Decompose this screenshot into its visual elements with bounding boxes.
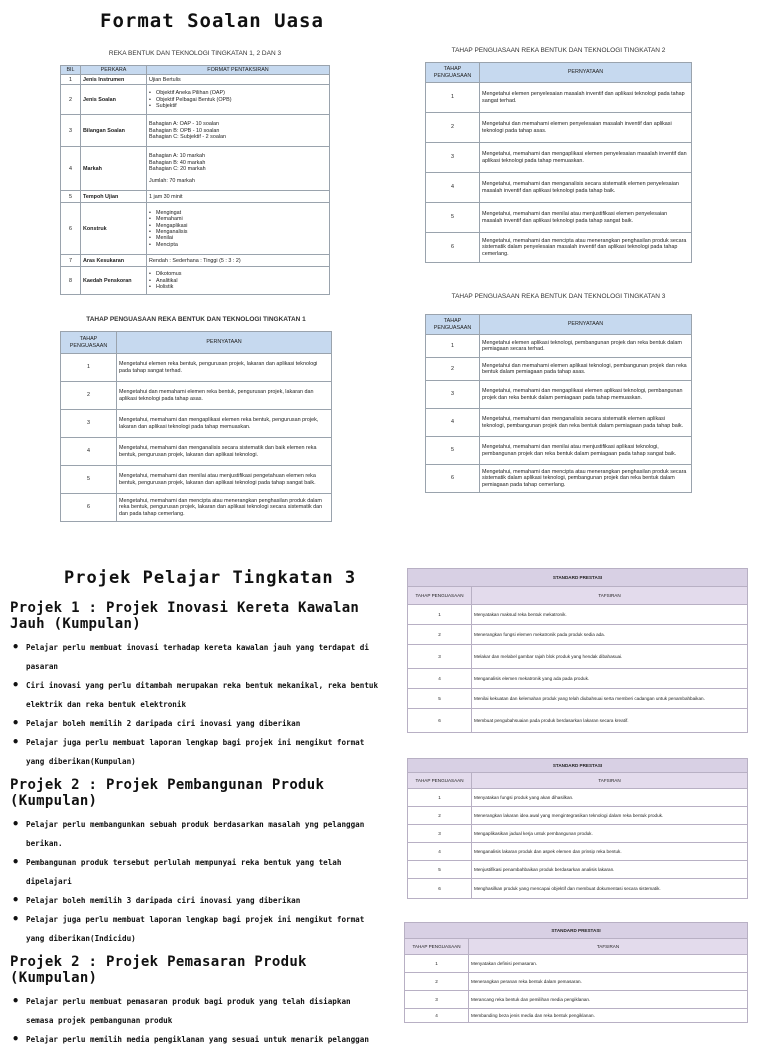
level-cell: 4 — [408, 843, 472, 861]
header-tahap: TAHAP PENGUASAAN — [405, 939, 469, 955]
tp3-block — [425, 293, 692, 493]
table-row — [426, 381, 692, 409]
list-item: • Subjektif — [149, 103, 327, 109]
format-line: Bahagian B: 40 markah — [149, 159, 206, 166]
project-2-heading: Projek 2 : Projek Pembangunan Produk (Kumpulan) — [10, 777, 325, 809]
project-3-bullets — [10, 992, 382, 1049]
level-cell: 2 — [426, 358, 480, 381]
level-cell: 1 — [405, 955, 469, 973]
level-cell: 3 — [408, 645, 472, 669]
table-row — [61, 466, 332, 494]
sp1-table — [407, 568, 748, 733]
sp1-title: STANDARD PRESTASI — [408, 569, 748, 587]
row-perkara: Bilangan Soalan — [81, 115, 147, 147]
table-row — [61, 115, 330, 147]
table-row — [408, 689, 748, 709]
sp2-table — [407, 758, 748, 899]
statement-cell: Mengetahui, memahami dan mencipta atau menerangkan penghasilan produk dalam reka bentuk, pengurusan projek, lakaran dan aplikasi teknologi secara sistematik dan dan pada tahap cemerlang. — [117, 494, 332, 522]
row-bil: 2 — [61, 85, 81, 115]
row-perkara: Kaedah Penskoran — [81, 267, 147, 295]
sp3-title: STANDARD PRESTASI — [405, 923, 748, 939]
statement-cell: Membanding beza jenis media dan reka bentuk pengiklanan. — [469, 1009, 748, 1023]
statement-cell: Mengetahui dan memahami elemen penyelesaian masalah inventif dan aplikasi teknologi pada tahap asas. — [480, 113, 692, 143]
level-cell: 3 — [426, 143, 480, 173]
projek-list — [10, 600, 382, 1049]
table-row — [408, 825, 748, 843]
statement-cell: Mengetahui, memahami dan menganalisis secara sistematik elemen aplikasi teknologi, pembangunan projek dan reka bentuk dalam pemiagaan pada tahap baik. — [480, 409, 692, 437]
tp3-caption: TAHAP PENGUASAAN REKA BENTUK DAN TEKNOLOGI TINGKATAN 3 — [451, 293, 666, 300]
statement-cell: Menyatakan maksud reka bentuk mekatronik. — [472, 605, 748, 625]
table-row — [426, 173, 692, 203]
table-row — [405, 955, 748, 973]
table-row — [61, 147, 330, 191]
list-item: • Pelajar juga perlu membuat laporan lengkap bagi projek ini mengikut format yang diberikan(Indicidu) — [10, 910, 382, 948]
table-row — [426, 358, 692, 381]
statement-cell: Mengetahui, memahami dan menilai atau menjustifikasi elemen penyelesaian masalah inventif dan aplikasi teknologi pada tahap sangat baik. — [480, 203, 692, 233]
table-row — [408, 861, 748, 879]
level-cell: 6 — [426, 465, 480, 493]
project-3-heading: Projek 2 : Projek Pemasaran Produk (Kumpulan) — [10, 954, 307, 986]
level-cell: 5 — [408, 861, 472, 879]
table-row — [408, 669, 748, 689]
level-cell: 3 — [405, 991, 469, 1009]
list-item: • Pelajar perlu membuat inovasi terhadap kereta kawalan jauh yang terdapat di pasaran — [10, 638, 382, 676]
level-cell: 5 — [61, 466, 117, 494]
level-cell: 4 — [61, 438, 117, 466]
table-row — [405, 991, 748, 1009]
statement-cell: Mengetahui elemen aplikasi teknologi, pembangunan projek dan reka bentuk dalam pemiagaan secara terhad. — [480, 335, 692, 358]
table-row — [426, 113, 692, 143]
statement-cell: Menyatakan fungsi produk yang akan dihasilkan. — [472, 789, 748, 807]
table-row — [61, 438, 332, 466]
format-table — [60, 65, 330, 295]
statement-cell: Melakar dan melabel gambar rajah blok produk yang hendak dibahasuai. — [472, 645, 748, 669]
row-perkara: Tempoh Ujian — [81, 191, 147, 203]
sp3-block — [404, 922, 748, 1023]
format-line: Bahagian A: OAP - 10 soalan — [149, 121, 220, 128]
row-format — [147, 85, 330, 115]
row-bil: 7 — [61, 255, 81, 267]
row-format — [147, 147, 330, 191]
table-row — [426, 143, 692, 173]
level-cell: 4 — [426, 173, 480, 203]
header-format: FORMAT PENTAKSIRAN — [147, 66, 330, 75]
statement-cell: Mengetahui, memahami dan mengaplikasi elemen penyelesaian masalah inventif dan aplikasi teknologi pada tahap memuaskan. — [480, 143, 692, 173]
level-cell: 4 — [408, 669, 472, 689]
table-row — [408, 843, 748, 861]
table-row — [426, 83, 692, 113]
statement-cell: Menerangkan peranan reka bentuk dalam pemasaran. — [469, 973, 748, 991]
statement-cell: Mengetahui, memahami dan mencipta atau menerangkan penghasilan produk secara sistematik dalam aplikasi teknologi, pembangunan projek dan reka bentuk dalam pemiagaan pada tahap cemerlang. — [480, 465, 692, 493]
format-line: Bahagian B: OPB - 10 soalan — [149, 127, 220, 134]
table-row — [61, 203, 330, 255]
project-1-bullets — [10, 638, 382, 771]
list-item: • Menilai — [149, 235, 327, 241]
tp2-block — [425, 47, 692, 263]
statement-cell: Mengetahui, memahami dan mencipta atau menerangkan penghasilan produk secara sistematik dalam penyelesaian masalah inventif dan aplikasi teknologi pada tahap cemerlang. — [480, 233, 692, 263]
statement-cell: Menjustifikasi penambahbaikan produk berdasarkan analisis lakaran. — [472, 861, 748, 879]
level-cell: 1 — [408, 789, 472, 807]
statement-cell: Menilai kekuatan dan kelemahan produk yang telah diubahsuai serta memberi cadangan untuk penambahbaikan. — [472, 689, 748, 709]
list-item: • Mengingat — [149, 210, 327, 216]
statement-cell: Mengetahui dan memahami elemen aplikasi teknologi, pembangunan projek dan reka bentuk dalam pemiagaan pada tahap asas. — [480, 358, 692, 381]
list-item: • Pelajar perlu memilih media pengiklanan yang sesuai untuk menarik pelanggan — [10, 1030, 382, 1049]
statement-cell: Mengetahui, memahami dan menilai atau menjustifikasi aplikasi teknologi, pembangunan projek dan reka bentuk dalam pemiagaan pada tahap sangat baik. — [480, 437, 692, 465]
list-item: • Pelajar juga perlu membuat laporan lengkap bagi projek ini mengikut format yang diberikan(Kumpulan) — [10, 733, 382, 771]
level-cell: 2 — [405, 973, 469, 991]
list-item: • Pelajar perlu membangunkan sebuah produk berdasarkan masalah yng pelanggan berikan. — [10, 815, 382, 853]
level-cell: 1 — [426, 83, 480, 113]
list-item: • Pembangunan produk tersebut perlulah mempunyai reka bentuk yang telah dipelajari — [10, 853, 382, 891]
list-item: • Pelajar boleh memilih 3 daripada ciri inovasi yang diberikan — [10, 891, 382, 910]
format-line: Bahagian C: 20 markah — [149, 165, 206, 172]
tp3-table — [425, 314, 692, 493]
level-cell: 1 — [408, 605, 472, 625]
level-cell: 6 — [426, 233, 480, 263]
level-cell: 6 — [61, 494, 117, 522]
statement-cell: Menerangkan fungsi elemen mekatronik pada produk sedia ada. — [472, 625, 748, 645]
table-row — [61, 255, 330, 267]
project-2-bullets — [10, 815, 382, 948]
header-tafsiran: TAFSIRAN — [472, 587, 748, 605]
list-item: • Mencipta — [149, 242, 327, 248]
table-row — [61, 494, 332, 522]
format-table-caption: REKA BENTUK DAN TEKNOLOGI TINGKATAN 1, 2 DAN 3 — [108, 50, 282, 57]
table-row — [426, 465, 692, 493]
header-tafsiran: TAFSIRAN — [469, 939, 748, 955]
statement-cell: Mengetahui, memahami dan menilai atau menjustifikasi pengetahuan elemen reka bentuk, pengurusan projek, lakaran dan aplikasi teknologi pada tahap sangat baik. — [117, 466, 332, 494]
level-cell: 5 — [426, 437, 480, 465]
statement-cell: Membuat pengubahsuaian pada produk berdasarkan lakaran secara kreatif. — [472, 709, 748, 733]
row-bil: 3 — [61, 115, 81, 147]
table-row — [61, 75, 330, 85]
statement-cell: Merancang reka bentuk dan pemilihan media pengiklanan. — [469, 991, 748, 1009]
table-row — [408, 789, 748, 807]
header-pernyataan: PERNYATAAN — [480, 63, 692, 83]
table-row — [405, 973, 748, 991]
header-pernyataan: PERNYATAAN — [117, 332, 332, 354]
table-row — [408, 645, 748, 669]
table-row — [405, 1009, 748, 1023]
list-item: • Memahami — [149, 216, 327, 222]
level-cell: 3 — [61, 410, 117, 438]
table-row — [61, 267, 330, 295]
statement-cell: Mengaplikasikan jadual kerja untuk pembangunan produk. — [472, 825, 748, 843]
tp2-caption: TAHAP PENGUASAAN REKA BENTUK DAN TEKNOLOGI TINGKATAN 2 — [451, 47, 666, 54]
tp2-table — [425, 62, 692, 263]
header-tahap: TAHAP PENGUASAAN — [408, 773, 472, 789]
row-perkara: Markah — [81, 147, 147, 191]
level-cell: 2 — [61, 382, 117, 410]
statement-cell: Mengetahui, memahami dan mengaplikasi elemen reka bentuk, pengurusan projek, lakaran dan aplikasi teknologi pada tahap memuaskan. — [117, 410, 332, 438]
list-item: • Dikotomus — [149, 271, 327, 277]
tp1-table — [60, 331, 332, 522]
level-cell: 6 — [408, 709, 472, 733]
table-row — [408, 807, 748, 825]
table-row — [408, 709, 748, 733]
row-bil: 1 — [61, 75, 81, 85]
list-item: • Mengaplikasi — [149, 223, 327, 229]
statement-cell: Menganalisis lakaran produk dan aspek elemen dan prinsip reka bentuk. — [472, 843, 748, 861]
list-item: • Analitikal — [149, 278, 327, 284]
list-item: • Menganalisis — [149, 229, 327, 235]
level-cell: 5 — [426, 203, 480, 233]
format-line: Jumlah: 70 markah — [149, 178, 195, 185]
level-cell: 2 — [408, 807, 472, 825]
statement-cell: Mengetahui elemen reka bentuk, pengurusan projek, lakaran dan aplikasi teknologi pada tahap sangat terhad. — [117, 354, 332, 382]
level-cell: 2 — [408, 625, 472, 645]
row-perkara: Jenis Instrumen — [81, 75, 147, 85]
header-perkara: PERKARA — [81, 66, 147, 75]
statement-cell: Mengetahui, memahami dan mengaplikasi elemen aplikasi teknologi, pembangunan projek dan reka bentuk dalam pemiagaan pada tahap memuaskan. — [480, 381, 692, 409]
header-tafsiran: TAFSIRAN — [472, 773, 748, 789]
header-bil: BIL — [61, 66, 81, 75]
level-cell: 1 — [61, 354, 117, 382]
row-format — [147, 115, 330, 147]
list-item: • Objektif Aneka Pilihan (OAP) — [149, 90, 327, 96]
format-line: Bahagian C: Subjektif - 2 soalan — [149, 134, 227, 141]
list-item: • Objektif Pelbagai Bentuk (OPB) — [149, 97, 327, 103]
header-pernyataan: PERNYATAAN — [480, 315, 692, 335]
table-row — [426, 409, 692, 437]
statement-cell: Mengetahui, memahami dan menganalisis secara sistematik elemen penyelesaian masalah inventif dan aplikasi teknologi pada tahap baik. — [480, 173, 692, 203]
format-line: Bahagian A: 10 markah — [149, 153, 206, 160]
statement-cell: Menganalisis elemen mekatronik yang ada pada produk. — [472, 669, 748, 689]
table-row — [426, 437, 692, 465]
statement-cell: Menerangkan lakaran idea awal yang mengintegrasikan teknologi dalam reka bentuk produk. — [472, 807, 748, 825]
table-row — [61, 354, 332, 382]
row-bil: 5 — [61, 191, 81, 203]
table-row — [426, 233, 692, 263]
format-table-block — [60, 50, 330, 295]
list-item: • Pelajar perlu membuat pemasaran produk bagi produk yang telah disiapkan semasa projek pembangunan produk — [10, 992, 382, 1030]
level-cell: 5 — [408, 689, 472, 709]
table-row — [61, 191, 330, 203]
header-tahap: TAHAP PENGUASAAN — [61, 332, 117, 354]
row-format: Rendah : Sederhana : Tinggi (5 : 3 : 2) — [147, 255, 330, 267]
table-row — [61, 410, 332, 438]
list-item: • Ciri inovasi yang perlu ditambah merupakan reka bentuk mekanikal, reka bentuk elektrik dan reka bentuk elektronik — [10, 676, 382, 714]
list-item: • Pelajar boleh memilih 2 daripada ciri inovasi yang diberikan — [10, 714, 382, 733]
row-perkara: Jenis Soalan — [81, 85, 147, 115]
table-row — [408, 605, 748, 625]
sp3-table — [404, 922, 748, 1023]
statement-cell: Menyatakan definisi pemasaran. — [469, 955, 748, 973]
table-row — [61, 85, 330, 115]
level-cell: 3 — [408, 825, 472, 843]
level-cell: 4 — [426, 409, 480, 437]
sp2-block — [407, 758, 748, 899]
header-tahap: TAHAP PENGUASAAN — [426, 315, 480, 335]
list-item: • Holistik — [149, 284, 327, 290]
header-tahap: TAHAP PENGUASAAN — [426, 63, 480, 83]
statement-cell: Mengetahui dan memahami elemen reka bentuk, pengurusan projek, lakaran dan aplikasi teknologi pada tahap asas. — [117, 382, 332, 410]
statement-cell: Mengetahui elemen penyelesaian masalah inventif dan aplikasi teknologi pada tahap sangat terhad. — [480, 83, 692, 113]
level-cell: 4 — [405, 1009, 469, 1023]
level-cell: 6 — [408, 879, 472, 899]
row-bil: 4 — [61, 147, 81, 191]
statement-cell: Mengetahui, memahami dan menganalisis secara sistematik dan baik elemen reka bentuk, pengurusan projek, lakaran dan aplikasi teknologi. — [117, 438, 332, 466]
row-perkara: Aras Kesukaran — [81, 255, 147, 267]
sp2-title: STANDARD PRESTASI — [408, 759, 748, 773]
table-row — [408, 625, 748, 645]
statement-cell: Menghasilkan produk yang mencapai objektif dan membuat dokumentasi secara sistematik. — [472, 879, 748, 899]
project-1-heading: Projek 1 : Projek Inovasi Kereta Kawalan Jauh (Kumpulan) — [10, 600, 360, 632]
table-row — [426, 335, 692, 358]
header-tahap: TAHAP PENGUASAAN — [408, 587, 472, 605]
tp1-caption: TAHAP PENGUASAAN REKA BENTUK DAN TEKNOLOGI TINGKATAN 1 — [86, 316, 306, 323]
level-cell: 1 — [426, 335, 480, 358]
row-bil: 8 — [61, 267, 81, 295]
level-cell: 3 — [426, 381, 480, 409]
row-format: Ujian Bertulis — [147, 75, 330, 85]
table-row — [426, 203, 692, 233]
sp1-block — [407, 568, 748, 733]
main-title: Format Soalan Uasa — [100, 10, 324, 32]
projek-title: Projek Pelajar Tingkatan 3 — [64, 568, 357, 588]
row-format: 1 jam 30 minit — [147, 191, 330, 203]
table-row — [61, 382, 332, 410]
row-format — [147, 267, 330, 295]
row-bil: 6 — [61, 203, 81, 255]
table-row — [408, 879, 748, 899]
row-format — [147, 203, 330, 255]
row-perkara: Konstruk — [81, 203, 147, 255]
tp1-block — [60, 316, 332, 522]
level-cell: 2 — [426, 113, 480, 143]
